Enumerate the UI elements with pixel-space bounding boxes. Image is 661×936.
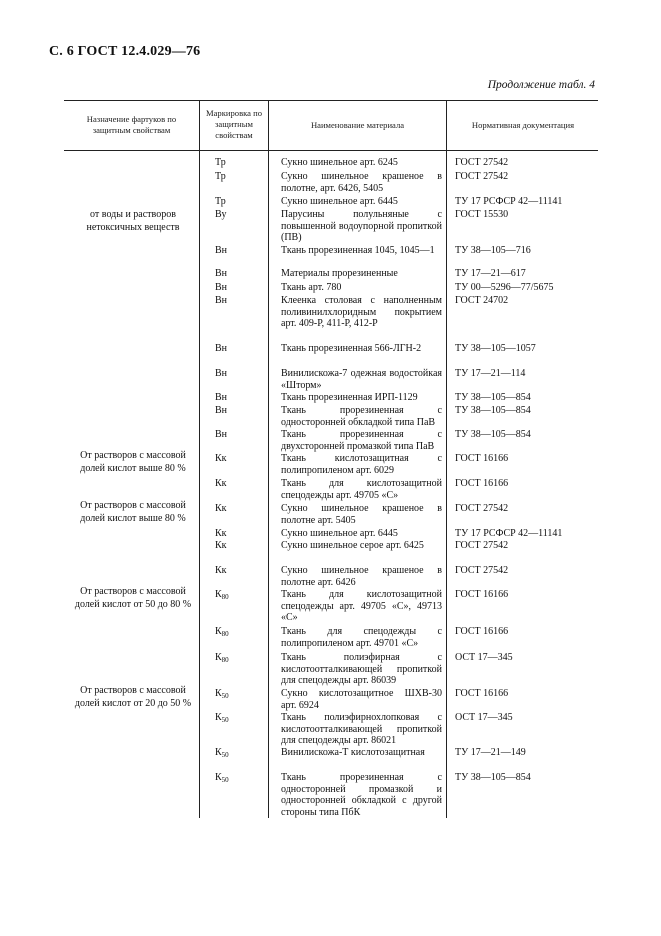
row-material: Ткань прорезиненная 566-ЛГН-2 [281, 343, 422, 354]
row-documentation: ГОСТ 16166 [455, 453, 509, 464]
row-documentation: ГОСТ 27542 [455, 503, 509, 514]
row-purpose: от воды и растворов нетоксичных веществ [86, 209, 180, 233]
row-material: Ткань прорезиненная с односторонней обкладкой типа ПаВ [281, 405, 442, 428]
row-marking: $К_{80}$ [215, 652, 229, 664]
row-material: Ткань прорезиненная 1045, 1045—1 [281, 245, 435, 256]
row-marking: Вн [215, 282, 228, 293]
row-marking: $К_{80}$ [215, 626, 229, 638]
row-documentation: ТУ 38—105—854 [455, 392, 531, 403]
row-marking: Тр [215, 196, 226, 207]
row-material: Винилискожа-7 одежная водостойкая «Шторм» [281, 368, 442, 391]
row-documentation: ТУ 38—105—1057 [455, 343, 536, 354]
row-marking: Ву [215, 209, 227, 220]
row-documentation: ГОСТ 27542 [455, 565, 509, 576]
page-header: С. 6 ГОСТ 12.4.029—76 [49, 44, 201, 59]
row-marking: Кк [215, 540, 227, 551]
row-marking: Вн [215, 245, 228, 256]
row-marking: $К_{50}$ [215, 772, 229, 784]
row-material: Сукно шинельное крашеное в полотне арт. 6426 [281, 565, 442, 588]
table-continuation-caption: Продолжение табл. 4 [487, 79, 595, 91]
row-material: Материалы прорезиненные [281, 268, 398, 279]
row-documentation: ТУ 17—21—114 [455, 368, 526, 379]
row-documentation: ТУ 38—105—854 [455, 405, 531, 416]
marking-subscript: 50 [221, 716, 229, 724]
row-marking: Вн [215, 343, 228, 354]
table-header-border [64, 150, 598, 151]
marking-subscript: 80 [221, 656, 229, 664]
row-documentation: ТУ 17—21—149 [455, 747, 526, 758]
row-marking: $К_{50}$ [215, 712, 229, 724]
row-documentation: ТУ 38—105—854 [455, 429, 531, 440]
row-marking: Вн [215, 295, 228, 306]
column-divider-2 [268, 100, 269, 818]
column-header-documentation: Нормативная документация [471, 120, 575, 130]
row-material: Сукно шинельное крашеное в полотне арт. 5405 [281, 503, 442, 526]
row-purpose: От растворов с массовой долей кислот выше 80 % [80, 450, 186, 474]
row-material: Ткань полиэфирнохлопковая с кислотоотталкивающей пропиткой для спецодежды арт. 86021 [281, 712, 442, 747]
row-marking: $К_{50}$ [215, 747, 229, 759]
column-header-marking: Маркировка по защитным свойствам [205, 108, 263, 140]
row-marking: Вн [215, 368, 228, 379]
row-purpose: От растворов с массовой долей кислот от 20 до 50 % [74, 685, 192, 709]
row-documentation: ГОСТ 24702 [455, 295, 509, 306]
row-material: Ткань прорезиненная с двухсторонней промазкой типа ПаВ [281, 429, 442, 452]
row-purpose: От растворов с массовой долей кислот от 50 до 80 % [74, 586, 192, 610]
column-divider-3 [446, 100, 447, 818]
row-material: Сукно шинельное арт. 6245 [281, 157, 398, 168]
row-material: Сукно кислотозащитное ШХВ-30 арт. 6924 [281, 688, 442, 711]
row-marking: $К_{50}$ [215, 688, 229, 700]
row-documentation: ГОСТ 16166 [455, 589, 509, 600]
row-documentation: ОСТ 17—345 [455, 712, 513, 723]
row-material: Ткань кислотозащитная с полипропиленом арт. 6029 [281, 453, 442, 476]
row-marking: Тр [215, 171, 226, 182]
row-documentation: ГОСТ 16166 [455, 478, 509, 489]
row-documentation: ОСТ 17—345 [455, 652, 513, 663]
row-documentation: ТУ 17—21—617 [455, 268, 526, 279]
row-material: Сукно шинельное арт. 6445 [281, 528, 398, 539]
row-marking: Тр [215, 157, 226, 168]
row-material: Клеенка столовая с наполненным поливинилхлоридным покрытием арт. 409-Р, 411-Р, 412-Р [281, 295, 442, 330]
column-header-material: Наименование материала [310, 120, 405, 130]
row-marking: Кк [215, 528, 227, 539]
row-material: Парусины полульняные с повышенной водоупорной пропиткой (ПВ) [281, 209, 442, 244]
row-material: Ткань для спецодежды с полипропиленом арт. 49701 «С» [281, 626, 442, 649]
marking-subscript: 80 [221, 593, 229, 601]
row-material: Сукно шинельное арт. 6445 [281, 196, 398, 207]
table-top-border [64, 100, 598, 101]
marking-subscript: 50 [221, 776, 229, 784]
row-documentation: ГОСТ 16166 [455, 626, 509, 637]
marking-subscript: 50 [221, 692, 229, 700]
row-marking: Вн [215, 268, 228, 279]
row-material: Сукно шинельное серое арт. 6425 [281, 540, 424, 551]
row-documentation: ТУ 38—105—716 [455, 245, 531, 256]
column-header-purpose: Назначение фартуков по защитным свойствам [86, 114, 177, 135]
row-material: Ткань для кислотозащитной спецодежды арт. 49705 «С» [281, 478, 442, 501]
row-marking: $К_{80}$ [215, 589, 229, 601]
row-documentation: ТУ 38—105—854 [455, 772, 531, 783]
row-material: Ткань для кислотозащитной спецодежды арт. 49705 «С», 49713 «С» [281, 589, 442, 624]
row-marking: Кк [215, 453, 227, 464]
row-material: Винилискожа-Т кислотозащитная [281, 747, 425, 758]
row-material: Ткань прорезиненная ИРП-1129 [281, 392, 418, 403]
row-material: Ткань прорезиненная с односторонней промазкой и односторонней обкладкой с другой стороны типа ПбК [281, 772, 442, 818]
row-marking: Кк [215, 565, 227, 576]
row-documentation: ТУ 17 РСФСР 42—11141 [455, 196, 563, 207]
row-material: Сукно шинельное крашеное в полотне, арт. 6426, 5405 [281, 171, 442, 194]
column-divider-1 [199, 100, 200, 818]
row-documentation: ГОСТ 27542 [455, 157, 509, 168]
row-marking: Вн [215, 405, 228, 416]
row-marking: Вн [215, 392, 228, 403]
row-purpose: От растворов с массовой долей кислот выше 80 % [80, 500, 186, 524]
row-documentation: ГОСТ 16166 [455, 688, 509, 699]
row-documentation: ТУ 00—5296—77/5675 [455, 282, 554, 293]
row-material: Ткань арт. 780 [281, 282, 342, 293]
marking-subscript: 80 [221, 630, 229, 638]
row-documentation: ТУ 17 РСФСР 42—11141 [455, 528, 563, 539]
marking-subscript: 50 [221, 751, 229, 759]
row-marking: Кк [215, 478, 227, 489]
row-documentation: ГОСТ 27542 [455, 171, 509, 182]
row-documentation: ГОСТ 27542 [455, 540, 509, 551]
row-documentation: ГОСТ 15530 [455, 209, 509, 220]
row-material: Ткань полиэфирная с кислотоотталкивающей пропиткой для спецодежды арт. 86039 [281, 652, 442, 687]
row-marking: Кк [215, 503, 227, 514]
row-marking: Вн [215, 429, 228, 440]
